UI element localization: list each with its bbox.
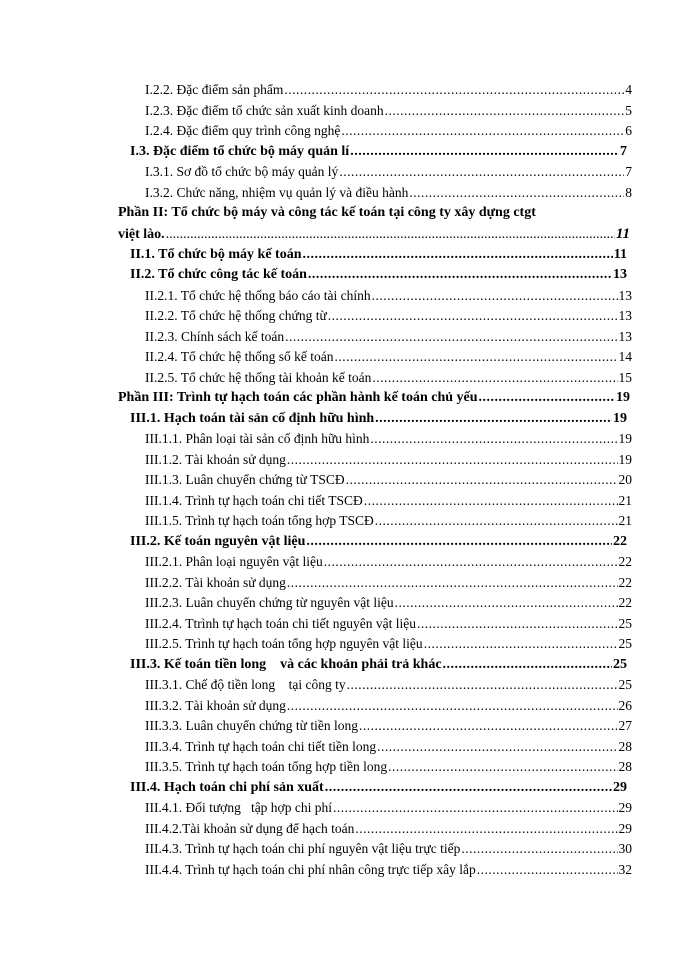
toc-entry-page: 25 [618, 636, 632, 651]
toc-entry-page: 19 [618, 451, 632, 467]
toc-section[interactable] [0, 142, 627, 163]
toc-entry[interactable] [0, 511, 632, 532]
dot-leader [306, 532, 612, 552]
dot-leader [308, 265, 612, 285]
toc-part-page: 11 [615, 225, 630, 242]
dot-leader [287, 696, 618, 716]
toc-section-page: 22 [613, 533, 627, 549]
toc-entry-page: 8 [625, 184, 632, 200]
toc-section[interactable] [0, 655, 627, 676]
toc-part-label: Phần III: Trình tự hạch toán các phần hành kế toán chủ yếu [118, 390, 478, 405]
toc-entry-label: I.3.1. Sơ đồ tổ chức bộ máy quản lý [145, 164, 339, 179]
toc-entry-page: 32 [618, 861, 632, 877]
dot-leader [347, 675, 618, 695]
toc-entry-label: III.4.3. Trình tự hạch toán chi phí nguyên vật liệu trực tiếp [145, 841, 461, 856]
toc-entry[interactable] [0, 860, 632, 881]
toc-entry-label: III.1.4. Trình tự hạch toán chi tiết TSCĐ [145, 492, 363, 508]
toc-entry[interactable] [0, 593, 632, 614]
toc-section-label: III.3. Kế toán tiền long và các khoản phải trả khác [130, 656, 442, 672]
toc-entry-page: 22 [618, 554, 632, 569]
toc-entry-page: 6 [625, 123, 632, 138]
toc-entry-page: 21 [618, 492, 632, 508]
dot-leader [388, 757, 617, 777]
toc-entry[interactable] [0, 716, 632, 737]
toc-entry-label: I.2.2. Đặc điểm sản phẩm [145, 82, 284, 97]
toc-entry-page: 4 [625, 82, 632, 97]
toc-entry[interactable] [0, 121, 632, 142]
toc-entry[interactable] [0, 819, 632, 840]
dot-leader [461, 839, 617, 859]
toc-entry-label: III.2.3. Luân chuyển chứng từ nguyên vật liệu [145, 595, 394, 610]
toc-section-label: III.1. Hạch toán tài sản cố định hữu hình [130, 410, 375, 426]
toc-entry-page: 30 [618, 841, 632, 856]
toc-entry-page: 22 [618, 574, 632, 590]
toc-entry-label: I.2.3. Đặc điểm tổ chức sản xuất kinh doanh [145, 102, 384, 118]
toc-entry-label: III.3.5. Trình tự hạch toán tổng hợp tiền long [145, 759, 388, 774]
toc-entry-page: 27 [618, 718, 632, 733]
toc-part-title-line2-row [118, 224, 630, 245]
toc-section-label: III.4. Hạch toán chi phí sản xuất [130, 779, 324, 795]
toc-entry[interactable] [0, 286, 632, 307]
toc-entry[interactable] [0, 101, 632, 122]
toc-entry[interactable] [0, 675, 632, 696]
toc-entry-label: III.3.4. Trình tự hạch toán chi tiết tiền long [145, 738, 377, 754]
dot-leader [395, 593, 618, 613]
toc-entry-page: 25 [618, 677, 632, 692]
toc-entry-label: III.4.4. Trình tự hạch toán chi phí nhân công trực tiếp xây lắp [145, 861, 476, 877]
toc-section[interactable] [0, 532, 627, 553]
toc-entry-label: III.3.1. Chế độ tiền long tại công ty [145, 677, 346, 692]
dot-leader [284, 80, 624, 100]
dot-leader [372, 286, 618, 306]
dot-leader [339, 162, 624, 182]
toc-entry-label: III.4.1. Đối tượng tập hợp chi phí [145, 800, 332, 815]
toc-entry-label: III.4.2.Tài khoản sử dụng để hạch toán [145, 820, 355, 836]
toc-entry[interactable] [0, 306, 632, 327]
toc-entry-page: 28 [618, 759, 632, 774]
toc-entry-label: III.1.3. Luân chuyển chứng từ TSCĐ [145, 472, 345, 487]
toc-entry[interactable] [0, 737, 632, 758]
dot-leader [303, 245, 613, 265]
toc-entry-label: III.1.2. Tài khoản sử dụng [145, 451, 286, 467]
toc-entry-label: III.2.1. Phân loại nguyên vật liệu [145, 554, 323, 569]
toc-entry-page: 25 [618, 615, 632, 631]
dot-leader [287, 573, 618, 593]
toc-entry-label: II.2.1. Tổ chức hệ thống báo cáo tài chính [145, 287, 371, 303]
toc-entry-label: III.2.2. Tài khoản sử dụng [145, 574, 286, 590]
toc-section-page: 25 [613, 656, 627, 672]
toc-entry-label: III.2.5. Trình tự hạch toán tổng hợp nguyên vật liệu [145, 636, 423, 651]
dot-leader [443, 655, 612, 675]
toc-entry[interactable] [0, 183, 632, 204]
dot-leader [375, 409, 612, 429]
toc-section-label: II.1. Tổ chức bộ máy kế toán [130, 246, 302, 262]
toc-entry-page: 22 [618, 595, 632, 610]
toc-entry-page: 7 [625, 164, 632, 179]
dot-leader [377, 737, 617, 757]
dot-leader [324, 552, 618, 572]
dot-leader [375, 511, 618, 531]
dot-leader [346, 470, 618, 490]
dot-leader [335, 347, 618, 367]
toc-entry-page: 5 [625, 102, 632, 118]
table-of-contents [0, 80, 700, 880]
dot-leader [372, 368, 617, 388]
toc-entry-page: 21 [618, 513, 632, 528]
toc-entry[interactable] [0, 368, 632, 389]
toc-entry-page: 19 [618, 431, 632, 446]
toc-entry-page: 26 [618, 697, 632, 713]
dot-leader [417, 614, 618, 634]
dot-leader [364, 491, 618, 511]
toc-entry[interactable] [0, 634, 632, 655]
toc-section-label: II.2. Tổ chức công tác kế toán [130, 267, 307, 282]
dot-leader [333, 798, 618, 818]
dot-leader [325, 778, 612, 798]
toc-entry[interactable] [0, 80, 632, 101]
toc-entry[interactable] [0, 347, 632, 368]
toc-entry-label: II.2.3. Chính sách kế toán [145, 328, 285, 344]
toc-entry-label: II.2.5. Tổ chức hệ thống tài khoản kế toán [145, 369, 372, 385]
toc-section[interactable] [0, 778, 627, 799]
toc-part-heading[interactable] [0, 388, 630, 409]
dot-leader [328, 306, 618, 326]
toc-section[interactable] [0, 409, 627, 430]
dot-leader [479, 388, 615, 408]
toc-section[interactable] [0, 245, 627, 266]
toc-entry-label: III.2.4. Ttrình tự hạch toán chi tiết nguyên vật liệu [145, 615, 416, 631]
toc-entry-label: III.1.5. Trình tự hạch toán tổng hợp TSCĐ [145, 513, 374, 528]
toc-entry-page: 20 [618, 472, 632, 487]
toc-entry[interactable] [0, 491, 632, 512]
toc-entry-page: 29 [618, 820, 632, 836]
toc-entry[interactable] [0, 839, 632, 860]
toc-entry[interactable] [0, 757, 632, 778]
dot-leader [355, 819, 617, 839]
toc-section-page: 11 [613, 246, 627, 262]
toc-entry-page: 13 [618, 328, 632, 344]
dot-leader [166, 225, 615, 245]
dot-leader [385, 101, 625, 121]
toc-part-title-line2: việt lào. [118, 226, 165, 242]
toc-entry-label: I.3.2. Chức năng, nhiệm vụ quản lý và điều hành [145, 184, 409, 200]
dot-leader [285, 327, 617, 347]
toc-entry-page: 13 [618, 287, 632, 303]
dot-leader [424, 634, 618, 654]
toc-entry-page: 14 [618, 349, 632, 364]
toc-part-heading[interactable] [0, 203, 630, 245]
toc-entry-label: III.1.1. Phân loại tài sản cố định hữu hình [145, 431, 370, 446]
toc-entry-label: I.2.4. Đặc điểm quy trình công nghệ [145, 123, 341, 138]
toc-entry[interactable] [0, 450, 632, 471]
toc-entry[interactable] [0, 696, 632, 717]
toc-entry[interactable] [0, 552, 632, 573]
dot-leader [287, 450, 618, 470]
toc-entry[interactable] [0, 327, 632, 348]
toc-part-page: 19 [616, 390, 630, 405]
toc-section-page: 29 [613, 779, 627, 795]
toc-section-page: 19 [613, 410, 627, 426]
toc-section-label: I.3. Đặc điểm tổ chức bộ máy quản lí [130, 143, 350, 159]
dot-leader [477, 860, 618, 880]
dot-leader [370, 429, 617, 449]
toc-section-label: III.2. Kế toán nguyên vật liệu [130, 533, 306, 549]
toc-entry-label: II.2.4. Tổ chức hệ thống sổ kế toán [145, 349, 334, 364]
dot-leader [359, 716, 618, 736]
toc-entry-page: 28 [618, 738, 632, 754]
toc-entry-label: III.3.3. Luân chuyển chứng từ tiền long [145, 718, 358, 733]
toc-entry-page: 15 [618, 369, 632, 385]
toc-entry[interactable] [0, 798, 632, 819]
toc-section-page: 7 [620, 143, 627, 159]
toc-entry-page: 29 [618, 800, 632, 815]
toc-entry-label: II.2.2. Tổ chức hệ thống chứng từ [145, 308, 327, 323]
toc-entry-page: 13 [618, 308, 632, 323]
toc-entry[interactable] [0, 614, 632, 635]
dot-leader [350, 142, 619, 162]
toc-section-page: 13 [613, 267, 627, 282]
toc-section[interactable] [0, 265, 627, 286]
toc-entry[interactable] [0, 162, 632, 183]
toc-part-title-line1: Phần II: Tổ chức bộ máy và công tác kế toán tại công ty xây dựng ctgt [118, 205, 536, 220]
toc-entry[interactable] [0, 470, 632, 491]
toc-entry[interactable] [0, 429, 632, 450]
dot-leader [409, 183, 624, 203]
toc-entry[interactable] [0, 573, 632, 594]
toc-entry-label: III.3.2. Tài khoản sử dụng [145, 697, 286, 713]
dot-leader [341, 121, 624, 141]
